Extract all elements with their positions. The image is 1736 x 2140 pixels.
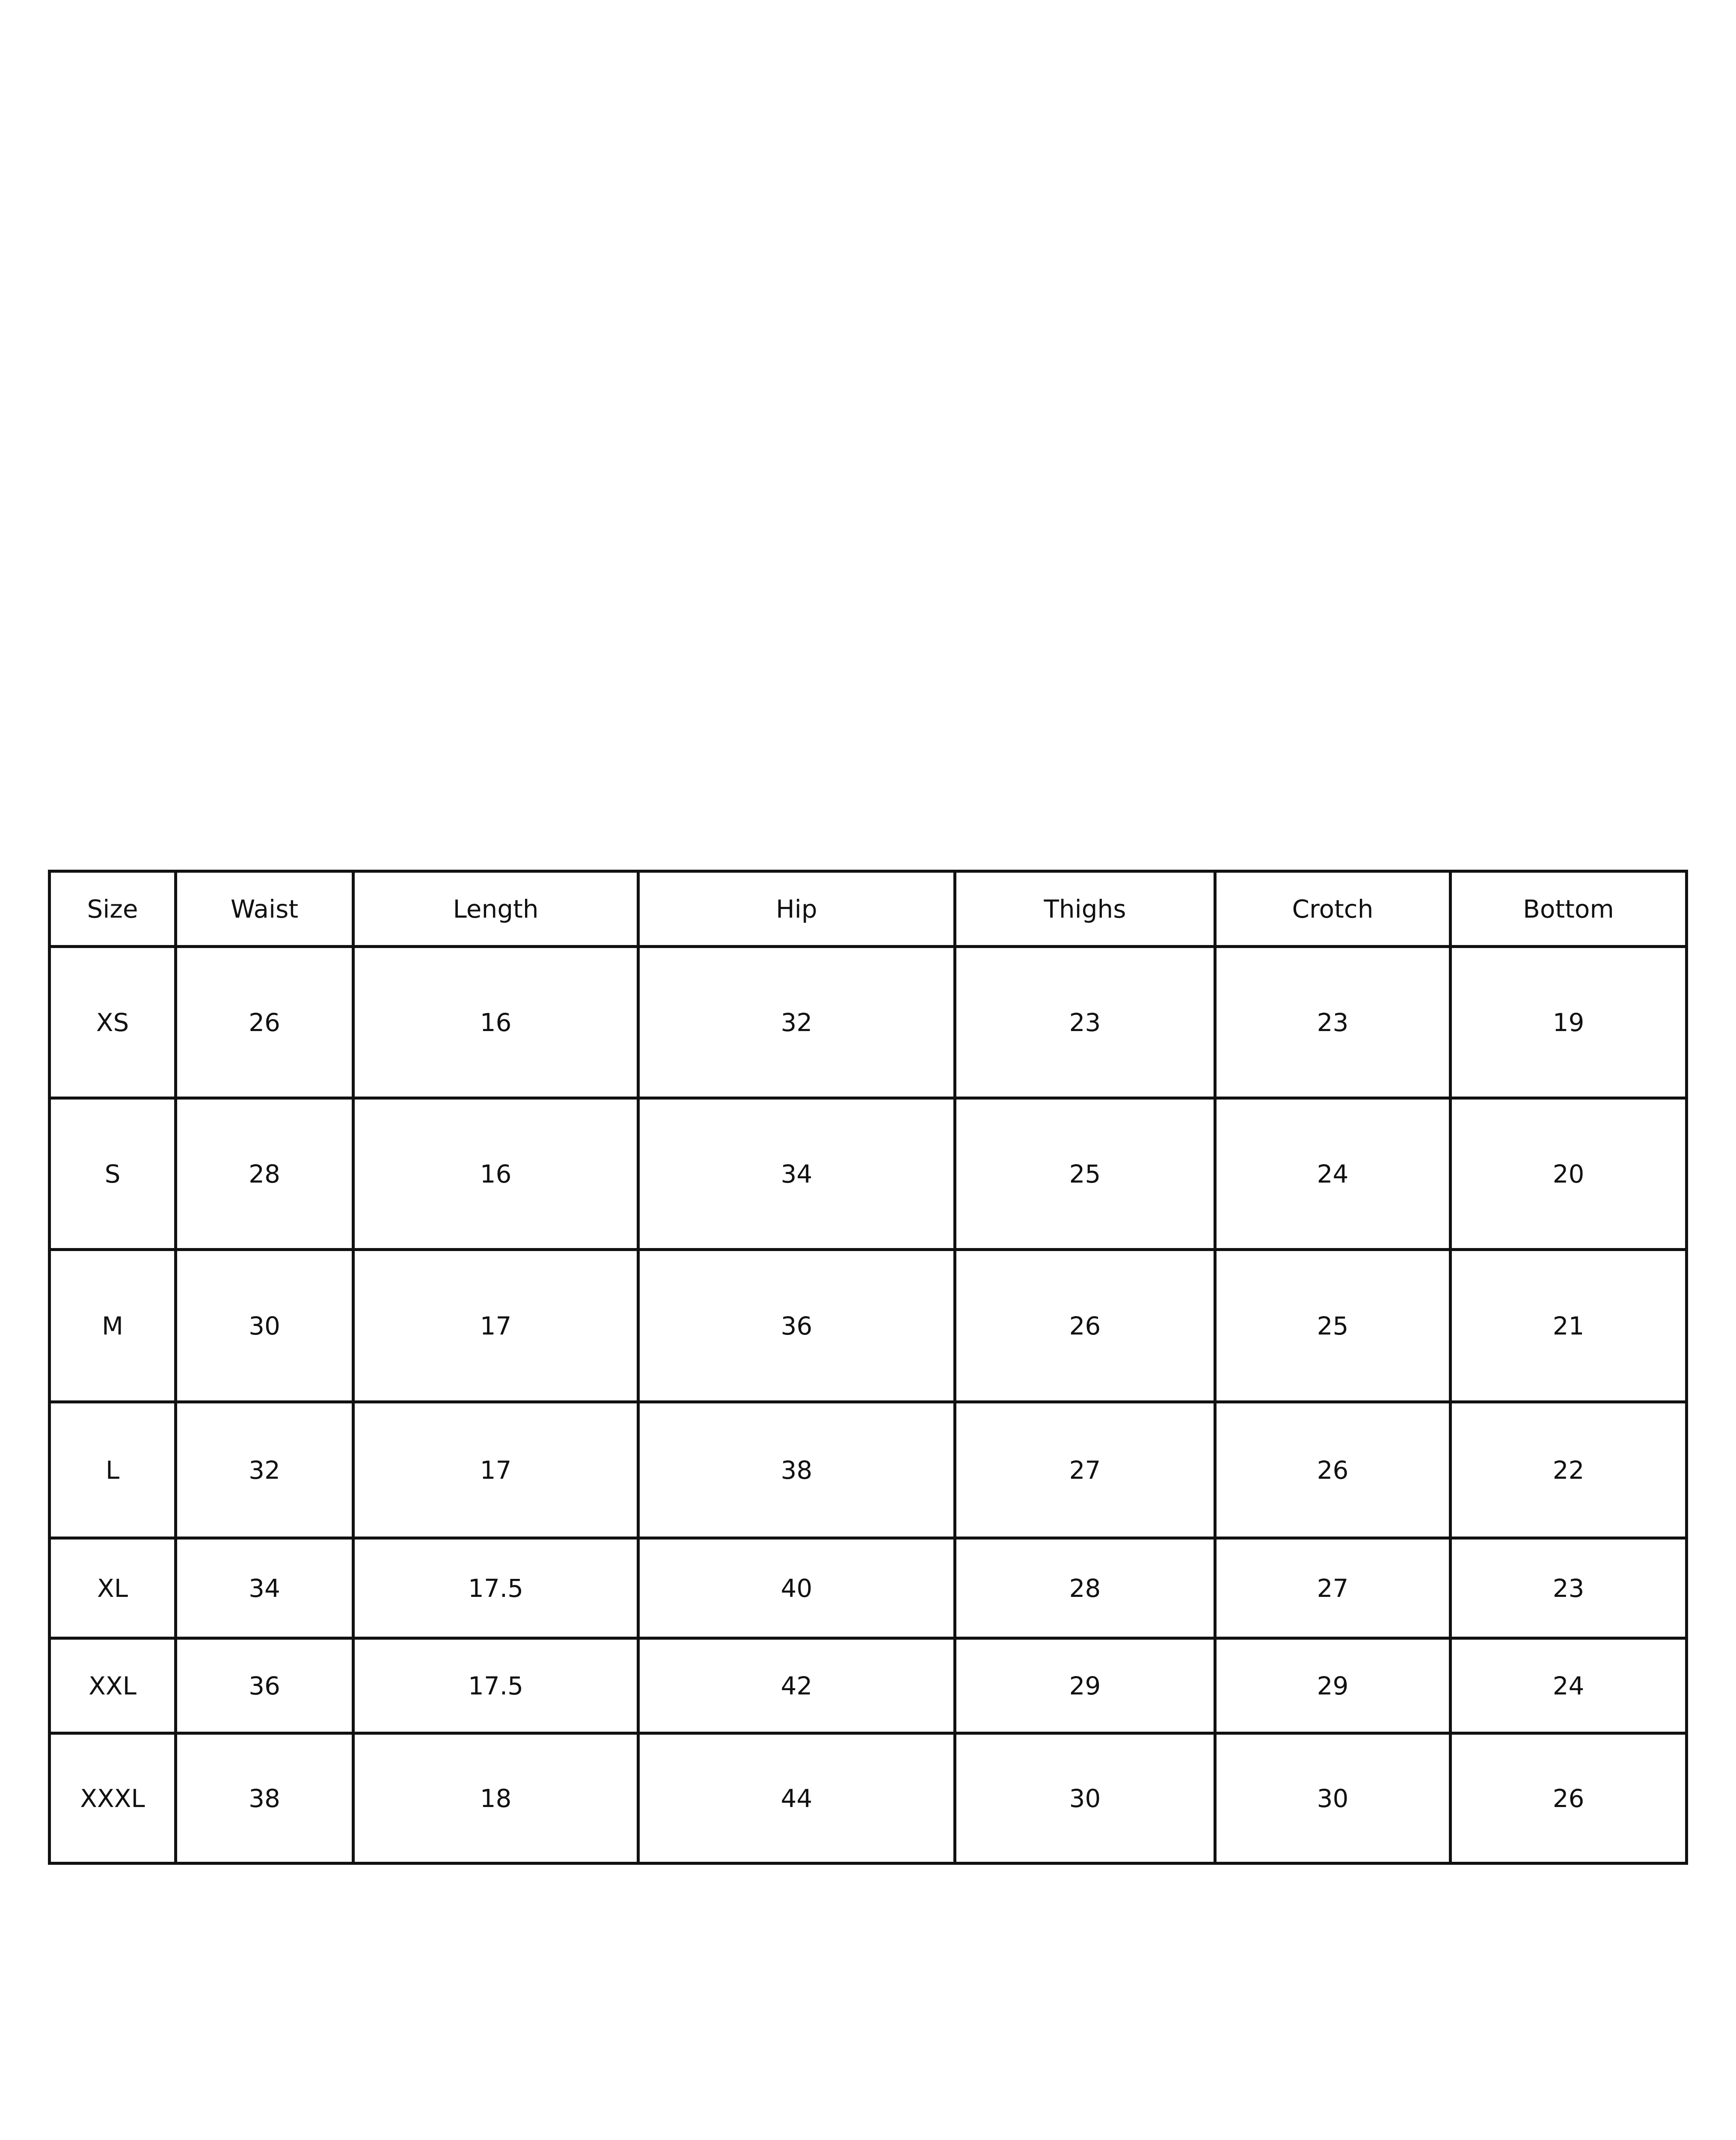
waist-cell: 32 <box>176 1402 353 1538</box>
table-row-xs <box>50 947 1687 1098</box>
table-row-s <box>50 1098 1687 1250</box>
hip-cell: 36 <box>638 1250 955 1402</box>
hip-cell: 38 <box>638 1402 955 1538</box>
header-cell-bottom: Bottom <box>1451 871 1687 947</box>
length-cell: 17 <box>353 1250 638 1402</box>
thighs-cell: 25 <box>955 1098 1215 1250</box>
table-row-l <box>50 1402 1687 1538</box>
waist-cell: 30 <box>176 1250 353 1402</box>
table-row-xxl <box>50 1638 1687 1733</box>
bottom-cell: 19 <box>1451 947 1687 1098</box>
size-cell: S <box>50 1098 176 1250</box>
size-cell: XXL <box>50 1638 176 1733</box>
length-cell: 16 <box>353 1098 638 1250</box>
table-row-xl <box>50 1538 1687 1638</box>
crotch-cell: 29 <box>1215 1638 1451 1733</box>
table-row-xxxl <box>50 1733 1687 1864</box>
crotch-cell: 26 <box>1215 1402 1451 1538</box>
waist-cell: 34 <box>176 1538 353 1638</box>
header-cell-waist: Waist <box>176 871 353 947</box>
table-row-m <box>50 1250 1687 1402</box>
size-cell: XXXL <box>50 1733 176 1864</box>
size-cell: M <box>50 1250 176 1402</box>
size-cell: XL <box>50 1538 176 1638</box>
thighs-cell: 27 <box>955 1402 1215 1538</box>
thighs-cell: 26 <box>955 1250 1215 1402</box>
thighs-cell: 23 <box>955 947 1215 1098</box>
header-cell-length: Length <box>353 871 638 947</box>
bottom-cell: 22 <box>1451 1402 1687 1538</box>
bottom-cell: 26 <box>1451 1733 1687 1864</box>
bottom-cell: 23 <box>1451 1538 1687 1638</box>
length-cell: 18 <box>353 1733 638 1864</box>
bottom-cell: 20 <box>1451 1098 1687 1250</box>
waist-cell: 38 <box>176 1733 353 1864</box>
bottom-cell: 21 <box>1451 1250 1687 1402</box>
hip-cell: 32 <box>638 947 955 1098</box>
thighs-cell: 29 <box>955 1638 1215 1733</box>
crotch-cell: 27 <box>1215 1538 1451 1638</box>
crotch-cell: 24 <box>1215 1098 1451 1250</box>
length-cell: 17 <box>353 1402 638 1538</box>
crotch-cell: 30 <box>1215 1733 1451 1864</box>
bottom-cell: 24 <box>1451 1638 1687 1733</box>
waist-cell: 36 <box>176 1638 353 1733</box>
hip-cell: 34 <box>638 1098 955 1250</box>
length-cell: 16 <box>353 947 638 1098</box>
header-cell-hip: Hip <box>638 871 955 947</box>
size-cell: XS <box>50 947 176 1098</box>
crotch-cell: 25 <box>1215 1250 1451 1402</box>
waist-cell: 26 <box>176 947 353 1098</box>
crotch-cell: 23 <box>1215 947 1451 1098</box>
length-cell: 17.5 <box>353 1638 638 1733</box>
size-chart-table <box>48 870 1688 1865</box>
hip-cell: 44 <box>638 1733 955 1864</box>
thighs-cell: 28 <box>955 1538 1215 1638</box>
header-cell-thighs: Thighs <box>955 871 1215 947</box>
header-row <box>50 871 1687 947</box>
header-cell-crotch: Crotch <box>1215 871 1451 947</box>
hip-cell: 40 <box>638 1538 955 1638</box>
thighs-cell: 30 <box>955 1733 1215 1864</box>
header-cell-size: Size <box>50 871 176 947</box>
size-cell: L <box>50 1402 176 1538</box>
waist-cell: 28 <box>176 1098 353 1250</box>
length-cell: 17.5 <box>353 1538 638 1638</box>
hip-cell: 42 <box>638 1638 955 1733</box>
